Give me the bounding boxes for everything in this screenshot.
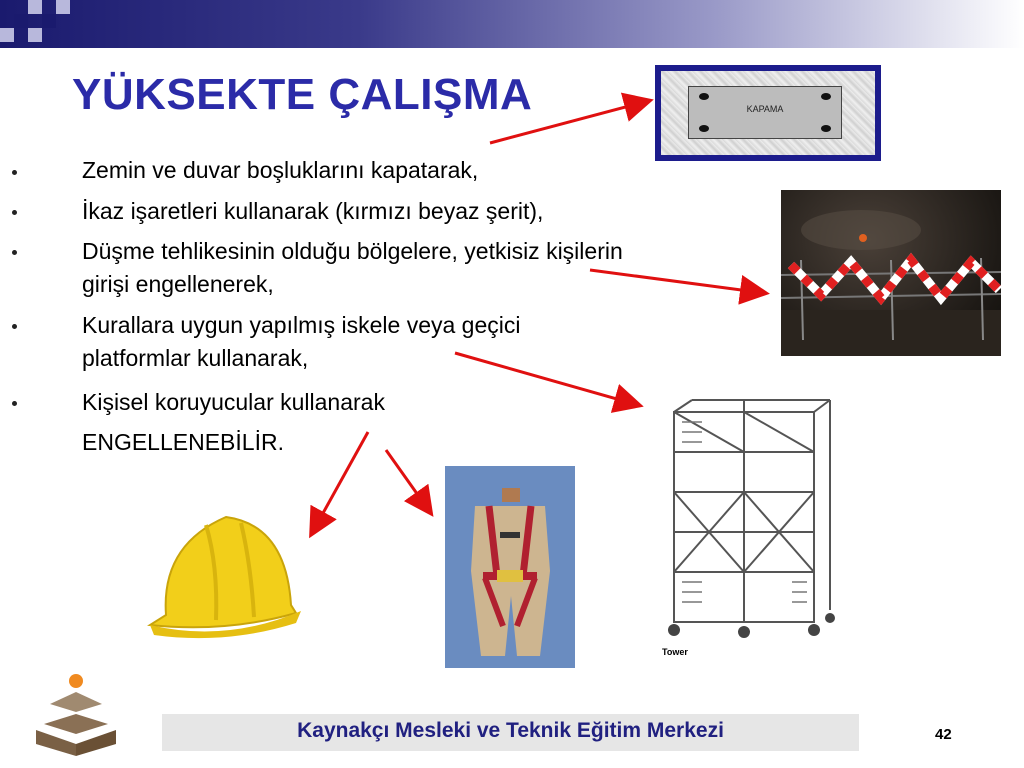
red-pointer-arrow (590, 270, 764, 293)
header-square (0, 28, 14, 42)
bullet-item: Kurallara uygun yapılmış iskele veya geçici (82, 312, 521, 338)
header-square (28, 0, 42, 14)
header-square (14, 14, 28, 28)
header-square (56, 0, 70, 14)
hard-hat-image (146, 505, 304, 645)
cover-plate-label: KAPAMA (746, 104, 784, 114)
bullet-item-continuation: platformlar kullanarak, (82, 345, 309, 371)
concrete-surface (661, 71, 875, 155)
safety-harness-photo (445, 466, 575, 668)
red-pointer-arrow (386, 450, 430, 512)
bullet-item-continuation: girişi engellenerek, (82, 271, 274, 297)
scaffold-tower-image (652, 392, 836, 660)
scaffold-caption: Tower (662, 647, 688, 657)
bullet-item: Zemin ve duvar boşluklarını kapatarak, (82, 157, 479, 183)
hard-hat-icon (146, 505, 304, 645)
bolt-icon (821, 93, 831, 100)
warning-tape-illustration (781, 190, 1001, 356)
bullet-marker (12, 210, 17, 215)
cover-plate (688, 86, 842, 139)
bullet-marker (12, 170, 17, 175)
page-number: 42 (935, 726, 952, 743)
warning-tape-photo (781, 190, 1001, 356)
bolt-icon (699, 93, 709, 100)
logo-icon (30, 672, 122, 758)
red-pointer-arrow (455, 353, 638, 405)
harness-illustration (445, 466, 575, 668)
bullet-item: Düşme tehlikesinin olduğu bölgelere, yetkisiz kişilerin (82, 238, 623, 264)
header-square (28, 28, 42, 42)
bullet-item-continuation: ENGELLENEBİLİR. (82, 429, 284, 455)
header-band (0, 0, 1024, 48)
red-pointer-arrow (312, 432, 368, 533)
bullet-marker (12, 250, 17, 255)
bolt-icon (699, 125, 709, 132)
bullet-marker (12, 401, 17, 406)
institution-name: Kaynakçı Mesleki ve Teknik Eğitim Merkezi (297, 719, 724, 742)
book-tree-logo (30, 672, 122, 758)
header-square (42, 14, 56, 28)
bullet-item: Kişisel koruyucular kullanarak (82, 389, 385, 415)
floor-cover-image (655, 65, 881, 161)
bullet-marker (12, 324, 17, 329)
bolt-icon (821, 125, 831, 132)
scaffold-illustration (652, 392, 836, 660)
bullet-item: İkaz işaretleri kullanarak (kırmızı beyaz şerit), (82, 198, 544, 224)
slide-title: YÜKSEKTE ÇALIŞMA (72, 70, 533, 119)
footer-bar (162, 714, 859, 751)
